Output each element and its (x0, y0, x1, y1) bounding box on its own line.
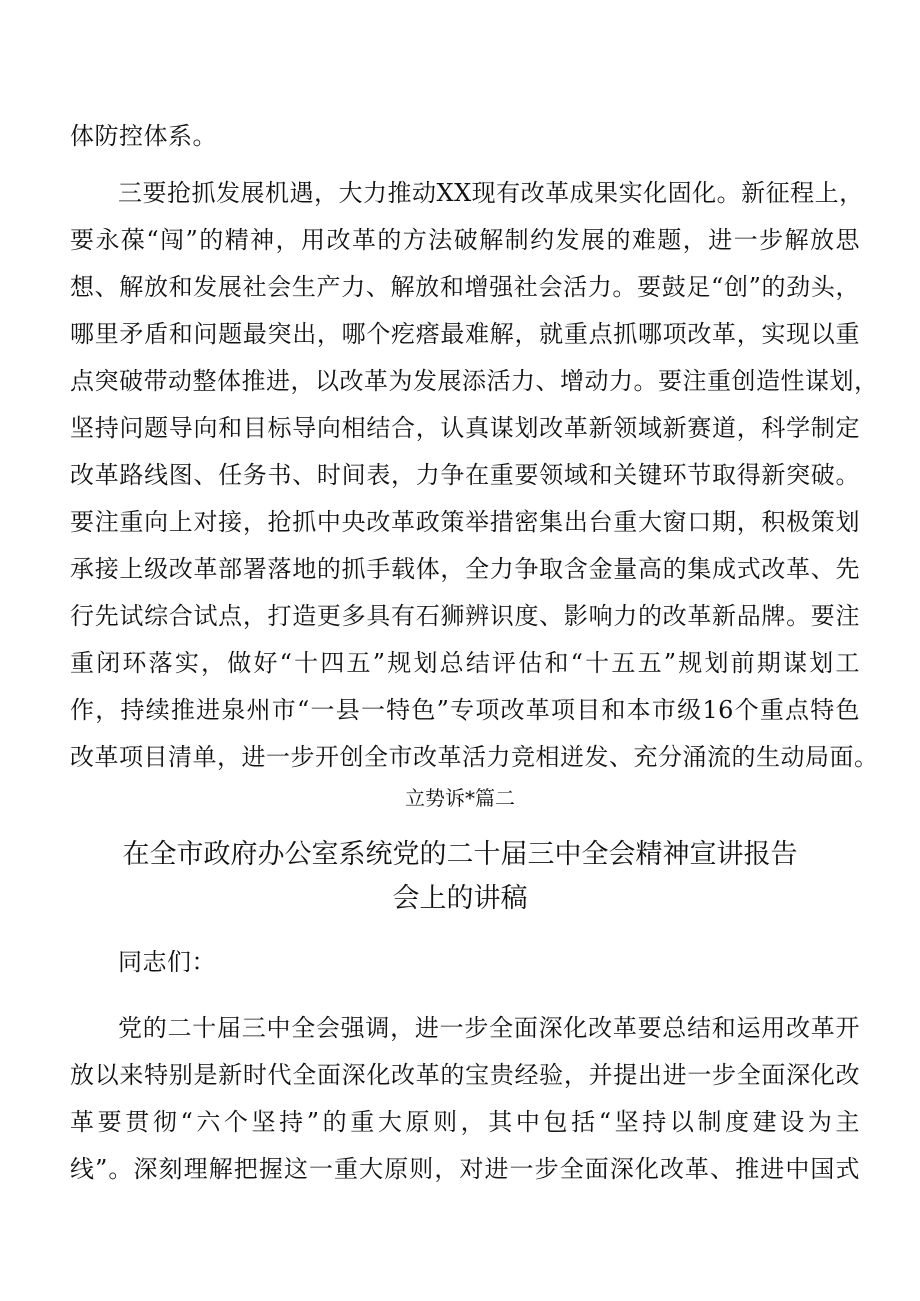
paragraph-3-line-2: 放以来特别是新时代全面深化改革的宝贵经验，并提出进一步全面深化改 (70, 1061, 860, 1089)
paragraph-2-line-1: 三要抢抓发展机遇，大力推动XX现有改革成果实化固化。新征程上， (118, 179, 864, 207)
paragraph-3-line-1: 党的二十届三中全会强调，进一步全面深化改革要总结和运用改革开 (118, 1014, 860, 1042)
paragraph-3-line-4: 线”。深刻理解把握这一重大原则，对进一步全面深化改革、推进中国式 (70, 1155, 860, 1183)
paragraph-3-line-3: 革要贯彻“六个坚持”的重大原则，其中包括“坚持以制度建设为主 (70, 1108, 860, 1136)
paragraph-2-line-2: 要永葆“闯”的精神，用改革的方法破解制约发展的难题，进一步解放思 (70, 226, 860, 254)
section-label: 立势诉*篇二 (405, 786, 515, 810)
salutation: 同志们： (118, 948, 216, 976)
paragraph-2-line-11: 重闭环落实，做好“十四五”规划总结评估和“十五五”规划前期谋划工 (70, 649, 860, 677)
paragraph-2-line-9: 承接上级改革部署落地的抓手载体，全力争取含金量高的集成式改革、先 (70, 555, 860, 583)
paragraph-2-line-4: 哪里矛盾和问题最突出，哪个疙瘩最难解，就重点抓哪项改革，实现以重 (70, 320, 860, 348)
paragraph-2-line-3: 想、解放和发展社会生产力、解放和增强社会活力。要鼓足“创”的劲头， (70, 273, 860, 301)
paragraph-2-line-5: 点突破带动整体推进，以改革为发展添活力、增动力。要注重创造性谋划， (70, 367, 879, 395)
speech-title-line-1: 在全市政府办公室系统党的二十届三中全会精神宣讲报告 (122, 839, 798, 870)
paragraph-2-line-13: 改革项目清单，进一步开创全市改革活力竞相迸发、充分涌流的生动局面。 (70, 743, 879, 771)
paragraph-2-line-6: 坚持问题导向和目标导向相结合，认真谋划改革新领域新赛道，科学制定 (70, 414, 860, 442)
paragraph-2-line-10: 行先试综合试点，打造更多具有石狮辨识度、影响力的改革新品牌。要注 (70, 602, 860, 630)
paragraph-2-line-7: 改革路线图、任务书、时间表，力争在重要领域和关键环节取得新突破。 (70, 461, 860, 489)
paragraph-2-line-8: 要注重向上对接，抢抓中央改革政策举措密集出台重大窗口期，积极策划 (70, 508, 860, 536)
speech-title-line-2: 会上的讲稿 (392, 883, 528, 914)
paragraph-2-line-12: 作，持续推进泉州市“一县一特色”专项改革项目和本市级16个重点特色 (70, 696, 860, 724)
paragraph-1-line-1: 体防控体系。 (70, 122, 217, 150)
